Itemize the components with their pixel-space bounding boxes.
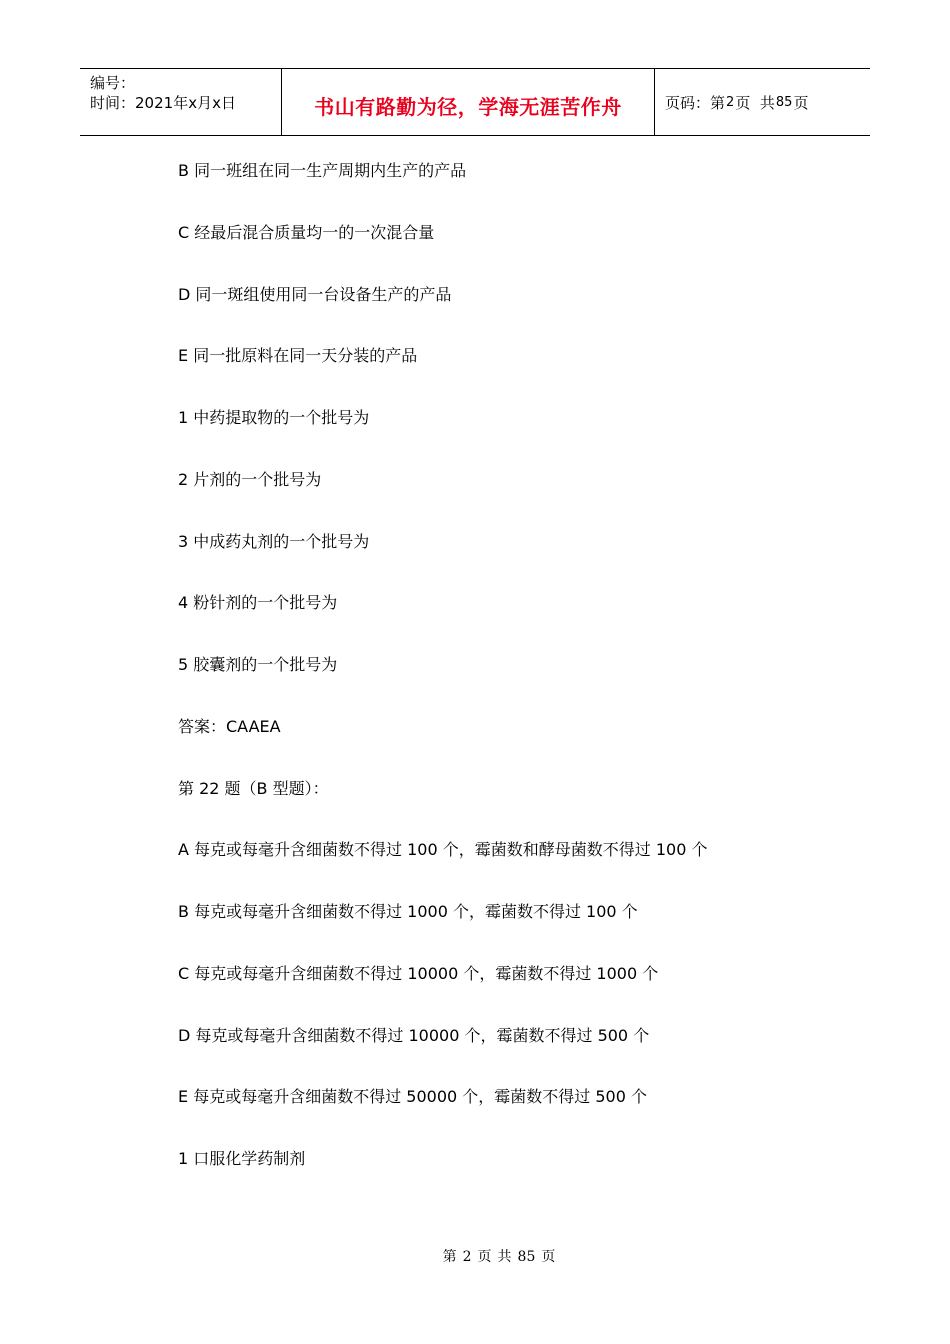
body-line: 1 中药提取物的一个批号为 [178,408,370,427]
header-page-num: 2 [726,94,735,110]
header-meta-cell [80,69,282,135]
header-time [90,93,281,113]
header-motto-cell [282,69,655,135]
footer-total-num: 85 [517,1249,536,1265]
body-line: 5 胶囊剂的一个批号为 [178,655,338,674]
body-line: E 每克或每毫升含细菌数不得过 50000 个，霉菌数不得过 500 个 [178,1087,647,1106]
page-footer [0,1246,950,1266]
page-header [80,68,870,136]
question-heading: 第 22 题（B 型题）： [178,779,329,798]
header-total-num: 85 [775,94,793,110]
footer-page-num: 2 [462,1249,472,1265]
header-total-unit: 页 [793,93,809,112]
footer-total-unit: 页 [541,1249,556,1265]
body-line: D 每克或每毫升含细菌数不得过 10000 个，霉菌数不得过 500 个 [178,1026,650,1045]
header-page-unit: 页 [735,93,751,112]
header-motto: 书山有路勤为径，学海无涯苦作舟 [314,94,622,119]
body-line: 1 口服化学药制剂 [178,1149,306,1168]
body-line: D 同一斑组使用同一台设备生产的产品 [178,285,452,304]
header-page-prefix: 第 [710,93,726,112]
footer-total-prefix: 共 [497,1249,512,1265]
header-time-value: 2021年x月x日 [135,94,236,112]
body-line: E 同一批原料在同一天分装的产品 [178,346,418,365]
body-line: C 经最后混合质量均一的一次混合量 [178,223,435,242]
header-total-prefix: 共 [759,93,775,112]
body-line: B 同一班组在同一生产周期内生产的产品 [178,161,467,180]
body-line: 2 片剂的一个批号为 [178,470,322,489]
footer-page-prefix: 第 [442,1249,457,1265]
body-line: 4 粉针剂的一个批号为 [178,593,338,612]
body-line: B 每克或每毫升含细菌数不得过 1000 个，霉菌数不得过 100 个 [178,902,638,921]
footer-page-unit: 页 [477,1249,492,1265]
body-line: C 每克或每毫升含细菌数不得过 10000 个，霉菌数不得过 1000 个 [178,964,659,983]
header-page-cell [655,69,870,135]
body-line: 3 中成药丸剂的一个批号为 [178,532,370,551]
header-page-label: 页码： [665,93,711,112]
answer-line: 答案：CAAEA [178,717,281,736]
header-number-label: 编号： [90,74,136,92]
header-time-label: 时间： [90,94,136,112]
body-line: A 每克或每毫升含细菌数不得过 100 个，霉菌数和酵母菌数不得过 100 个 [178,840,708,859]
